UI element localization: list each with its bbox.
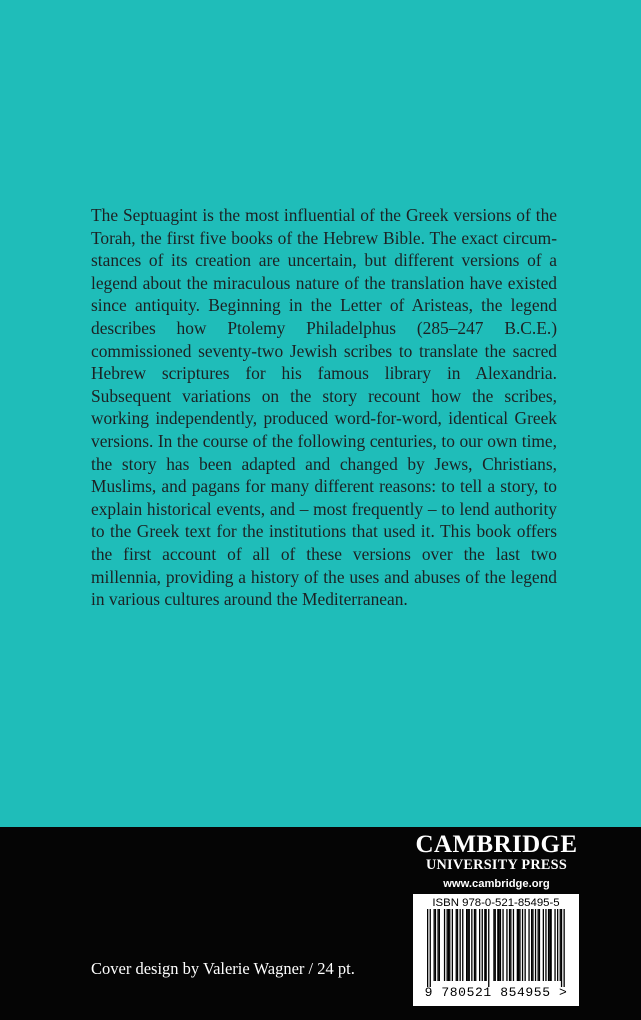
barcode-bar <box>500 909 501 981</box>
barcode-bar <box>539 909 540 981</box>
barcode-icon <box>413 909 579 987</box>
barcode-bar <box>484 909 485 981</box>
barcode-bar <box>522 909 523 981</box>
cover-design-credit: Cover design by Valerie Wagner / 24 pt. <box>91 959 355 978</box>
barcode-bar <box>549 909 550 981</box>
barcode-bar <box>535 909 536 981</box>
barcode-bar <box>543 909 544 981</box>
barcode-bar <box>437 909 438 981</box>
publisher-subtitle: UNIVERSITY PRESS <box>425 857 568 873</box>
barcode-bar <box>564 909 565 987</box>
barcode-bar <box>462 909 463 981</box>
barcode-bar <box>435 909 436 981</box>
barcode-bar <box>460 909 461 981</box>
barcode-bar <box>510 909 511 981</box>
barcode-bar <box>519 909 520 981</box>
barcode-bar <box>506 909 507 981</box>
barcode-bar <box>449 909 450 981</box>
barcode-bar <box>525 909 526 981</box>
barcode-bar <box>469 909 470 981</box>
barcode-bar <box>561 909 562 987</box>
barcode-bar <box>467 909 468 981</box>
isbn-barcode-box <box>413 894 579 1006</box>
barcode-bar <box>482 909 483 981</box>
barcode-bar <box>427 909 428 987</box>
barcode-bar <box>517 909 518 981</box>
barcode-bar <box>495 909 496 981</box>
barcode-bar <box>551 909 552 981</box>
barcode-bar <box>560 909 561 981</box>
isbn-label: ISBN 978-0-521-85495-5 <box>432 897 560 909</box>
barcode-digits: 9 780521 854955 > <box>424 985 568 1000</box>
barcode-bar <box>471 909 472 981</box>
back-cover-blurb: The Septuagint is the most influential of the Greek versions of the Torah, the first five books of the Hebrew Bible. The exact circumstances of its creation are uncertain, but different versions of a legend about the miraculous nature of the translation have existed since antiquity. Beginning in the Letter of Aristeas, the legend describes how Ptolemy Philadelphus (285–247 B.C.E.) commissioned seventy-two Jewish scribes to translate the sacred Hebrew scriptures for his famous library in Alexandria. Subsequent variations on the story recount how the scribes, working independently, produced word-for-word, identical Greek versions. In the course of the following centuries, to our own time, the story has been adapted and changed by Jews, Christians, Muslims, and pagans for many different reasons: to tell a story, to explain historical events, and – most frequently – to lend authority to the Greek text for the institutions that used it. This book offers the first account of all of these versions over the last two millennia, providing a history of the uses and abuses of the legend in various cultures around the Mediterranean. <box>91 205 557 610</box>
barcode-bar <box>488 909 489 987</box>
barcode-bar <box>474 909 475 981</box>
barcode-bar <box>439 909 440 981</box>
barcode-bar <box>452 909 453 981</box>
publisher-url: www.cambridge.org <box>443 878 550 890</box>
barcode-bar <box>502 909 503 981</box>
barcode-bar <box>493 909 494 981</box>
barcode-bar <box>509 909 510 981</box>
barcode-bar <box>531 909 532 981</box>
barcode-bar <box>448 909 449 981</box>
publisher-name: CAMBRIDGE <box>415 831 578 858</box>
barcode-bar <box>475 909 476 981</box>
barcode-bar <box>528 909 529 981</box>
barcode-bar <box>456 909 457 981</box>
barcode-bar <box>434 909 435 981</box>
barcode-bar <box>532 909 533 981</box>
barcode-bar <box>430 909 431 987</box>
barcode-bar <box>518 909 519 981</box>
barcode-bar <box>538 909 539 981</box>
barcode-bar <box>548 909 549 981</box>
barcode-bar <box>497 909 498 981</box>
barcode-bar <box>457 909 458 981</box>
barcode-bar <box>545 909 546 981</box>
barcode-bar <box>557 909 558 981</box>
barcode-bar <box>554 909 555 981</box>
barcode-bar <box>444 909 445 981</box>
barcode-bar <box>479 909 480 981</box>
barcode-bar <box>513 909 514 981</box>
barcode-bar <box>466 909 467 981</box>
barcode-bar <box>447 909 448 981</box>
barcode-bar <box>499 909 500 981</box>
barcode-bar <box>486 909 487 981</box>
